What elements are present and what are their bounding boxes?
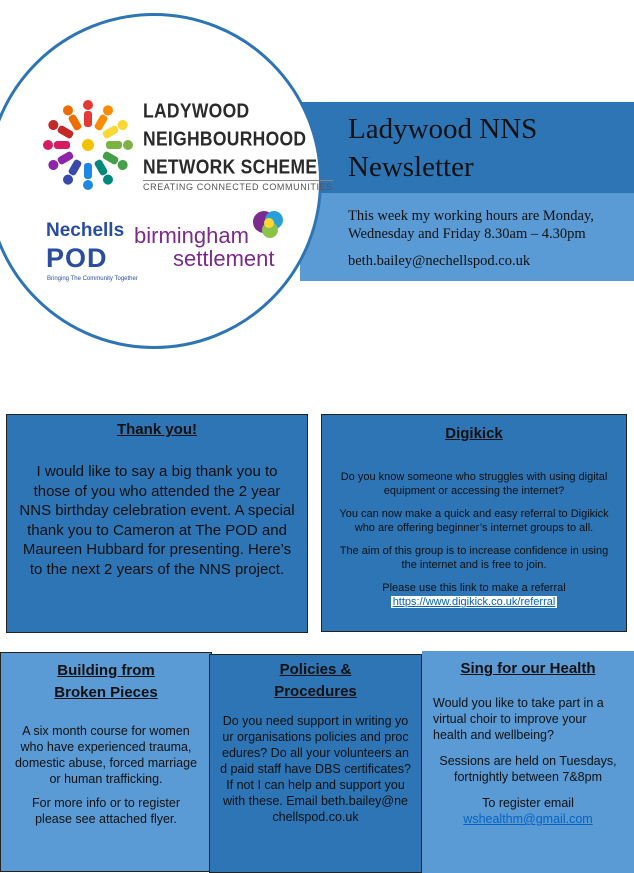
bham-logo-line1: birmingham bbox=[134, 223, 249, 248]
digikick-p4: Please use this link to make a referral bbox=[382, 582, 566, 594]
building-box bbox=[0, 652, 212, 872]
policies-title-line-2: Procedures bbox=[274, 683, 357, 700]
birmingham-settlement-icon bbox=[250, 208, 288, 242]
nechells-logo-text: Nechells bbox=[46, 220, 125, 241]
title-line-2: Newsletter bbox=[348, 151, 474, 183]
building-title-line-2: Broken Pieces bbox=[54, 684, 158, 701]
digikick-referral-link[interactable]: https://www.digikick.co.uk/referral bbox=[392, 596, 556, 608]
building-title bbox=[1, 660, 211, 704]
lnns-name-1: LADYWOOD bbox=[143, 99, 250, 122]
header-email[interactable]: beth.bailey@nechellspod.co.uk bbox=[348, 253, 531, 269]
sing-box bbox=[422, 651, 634, 873]
digikick-p2: You can now make a quick and easy referral to Digikick who are offering beginner’s internet groups to all. bbox=[339, 508, 609, 534]
digikick-p1: Do you know someone who struggles with using digital equipment or accessing the internet? bbox=[340, 471, 608, 497]
policies-box bbox=[209, 654, 422, 873]
policies-body: Do you need support in writing your organisations policies and procedures? Do all your volunteers and paid staff have DBS certificates? If not I can help and support you with these. Email beth.bailey@nechellspod.co.uk bbox=[220, 714, 411, 824]
pod-tagline: Bringing The Community Together bbox=[47, 276, 138, 282]
digikick-body bbox=[336, 470, 612, 609]
building-body bbox=[13, 723, 199, 827]
building-title-line-1: Building from bbox=[57, 662, 155, 679]
digikick-box bbox=[321, 414, 627, 632]
thank-you-title: Thank you! bbox=[116, 421, 197, 438]
lnns-name-2: NEIGHBOURHOOD bbox=[143, 127, 307, 150]
people-circle-icon bbox=[36, 93, 140, 197]
policies-title bbox=[210, 659, 421, 703]
lnns-name-3: NETWORK SCHEME bbox=[143, 155, 318, 178]
digikick-p3: The aim of this group is to increase confidence in using the internet and is free to join. bbox=[339, 545, 609, 571]
digikick-title: Digikick bbox=[445, 425, 503, 442]
sing-body bbox=[433, 695, 623, 827]
sing-p2: Sessions are held on Tuesdays, fortnightly between 7&8pm bbox=[439, 754, 617, 784]
working-hours: This week my working hours are Monday, Wednesday and Friday 8.30am – 4.30pm bbox=[348, 208, 594, 242]
lnns-tagline: CREATING CONNECTED COMMUNITIES bbox=[143, 182, 333, 192]
policies-title-line-1: Policies & bbox=[279, 661, 352, 678]
building-p2: For more info or to register please see attached flyer. bbox=[32, 796, 180, 826]
sing-p1: Would you like to take part in a virtual choir to improve your health and wellbeing? bbox=[433, 696, 604, 742]
newsletter-title bbox=[348, 110, 628, 186]
sing-title: Sing for our Health bbox=[460, 660, 596, 677]
pod-logo-text: POD bbox=[46, 243, 108, 273]
thank-you-body: I would like to say a big thank you to those of you who attended the 2 year NNS birthday celebration event. A special thank you to Cameron at The POD and Maureen Hubbard for presenting. Here’s to the next 2 years of the NNS project. bbox=[19, 463, 295, 578]
sing-email-link[interactable]: wshealthm@gmail.com bbox=[463, 812, 593, 826]
bham-logo-line2: settlement bbox=[173, 246, 275, 271]
sing-p3: To register email bbox=[482, 796, 574, 810]
building-p1: A six month course for women who have experienced trauma, domestic abuse, forced marriage or human trafficking. bbox=[14, 724, 198, 786]
thank-you-box bbox=[6, 414, 308, 633]
title-line-1: Ladywood NNS bbox=[348, 113, 538, 145]
